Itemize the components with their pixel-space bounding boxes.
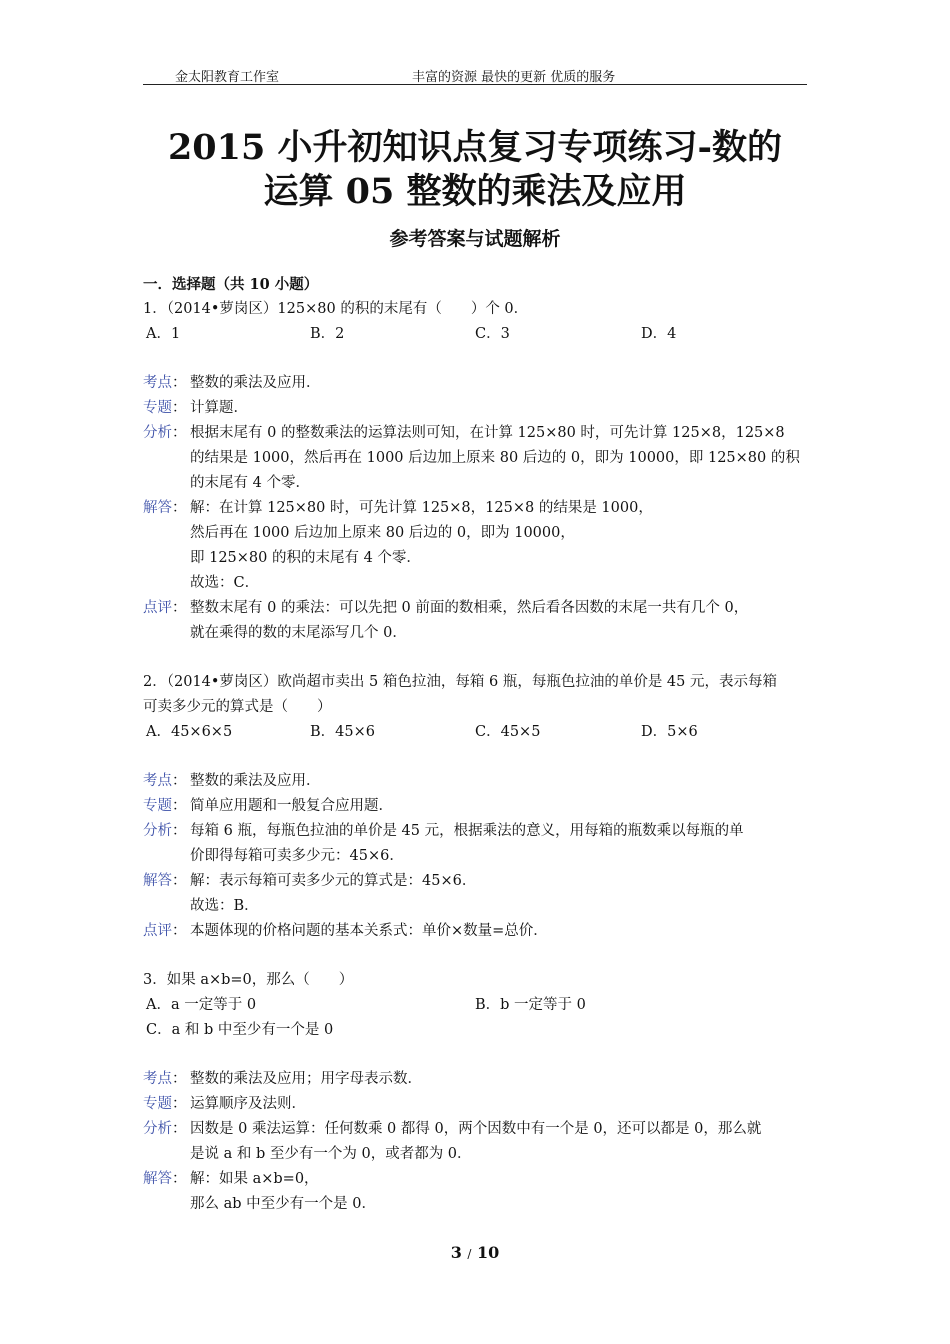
- analysis-line: 解：在计算 125×80 时，可先计算 125×8，125×8 的结果是 1000，: [190, 500, 653, 516]
- question-3: [143, 968, 809, 1217]
- analysis-label: 解答: [143, 500, 172, 516]
- analysis-line: 故选：C．: [190, 575, 260, 591]
- option-d: D．5×6: [641, 724, 698, 740]
- analysis-line: 即 125×80 的积的末尾有 4 个零．: [190, 550, 421, 566]
- header-right: 丰富的资源 最快的更新 优质的服务: [412, 70, 616, 85]
- analysis-label: 专题: [143, 400, 172, 416]
- analysis-dianping: 点评： 整数末尾有 0 的乘法：可以先把 0 前面的数相乘，然后看各因数的末尾一共有几个 0， 就在乘得的数的末尾添写几个 0．: [143, 596, 809, 646]
- analysis-label: 分析: [143, 1121, 172, 1137]
- analysis-line: 整数末尾有 0 的乘法：可以先把 0 前面的数相乘，然后看各因数的末尾一共有几个 0，: [190, 600, 749, 616]
- document-title: [143, 126, 807, 214]
- analysis-zhuanti: 专题： 计算题．: [143, 396, 809, 421]
- analysis-line: 整数的乘法及应用．: [190, 773, 321, 789]
- analysis-line: 根据末尾有 0 的整数乘法的运算法则可知，在计算 125×80 时，可先计算 125×8，125×8: [190, 425, 785, 441]
- title-line-1: 2015 小升初知识点复习专项练习-数的: [167, 127, 783, 168]
- option-a: A．a 一定等于 0: [146, 997, 257, 1013]
- option-d: D．4: [641, 326, 677, 342]
- page-separator: /: [467, 1247, 472, 1261]
- analysis-jieda: 解答： 解：表示每箱可卖多少元的算式是：45×6． 故选：B．: [143, 869, 809, 919]
- analysis-line: 解：如果 a×b=0，: [190, 1171, 319, 1187]
- question-options: [143, 322, 809, 347]
- analysis-line: 简单应用题和一般复合应用题．: [190, 798, 393, 814]
- option-c: C．45×5: [475, 724, 541, 740]
- question-1: [143, 297, 809, 646]
- question-stem: 可卖多少元的算式是（ ）: [143, 699, 332, 715]
- question-options: [143, 720, 809, 745]
- analysis-label: 专题: [143, 798, 172, 814]
- option-a: A．1: [146, 326, 181, 342]
- analysis-line: 计算题．: [190, 400, 248, 416]
- analysis-line: 因数是 0 乘法运算：任何数乘 0 都得 0，两个因数中有一个是 0，还可以都是 0，那么就: [190, 1121, 762, 1137]
- page-header: [143, 64, 807, 85]
- question-2: [143, 670, 809, 944]
- title-line-2: 运算 05 整数的乘法及应用: [263, 171, 687, 212]
- analysis-line: 价即得每箱可卖多少元：45×6．: [190, 848, 404, 864]
- analysis-line: 是说 a 和 b 至少有一个为 0，或者都为 0．: [190, 1146, 472, 1162]
- analysis-fenxi: 分析： 因数是 0 乘法运算：任何数乘 0 都得 0，两个因数中有一个是 0，还可以都是 0，那么就 是说 a 和 b 至少有一个为 0，或者都为 0．: [143, 1117, 809, 1167]
- analysis-kaodian: 考点： 整数的乘法及应用．: [143, 769, 809, 794]
- option-b: B．45×6: [310, 724, 375, 740]
- analysis-dianping: 点评： 本题体现的价格问题的基本关系式：单价×数量=总价．: [143, 919, 809, 944]
- analysis-line: 故选：B．: [190, 898, 259, 914]
- section-heading: 一．选择题（共 10 小题）: [143, 276, 319, 293]
- analysis-jieda: 解答： 解：如果 a×b=0， 那么 ab 中至少有一个是 0．: [143, 1167, 809, 1217]
- analysis-label: 分析: [143, 425, 172, 441]
- analysis-jieda: 解答： 解：在计算 125×80 时，可先计算 125×8，125×8 的结果是 1000， 然后再在 1000 后边加上原来 80 后边的 0，即为 10000， 即 125×80 的积的末尾有 4 个零． 故选：C．: [143, 496, 809, 596]
- option-c: C．3: [475, 326, 510, 342]
- analysis-line: 就在乘得的数的末尾添写几个 0．: [190, 625, 407, 641]
- option-b: B．2: [310, 326, 345, 342]
- analysis-label: 解答: [143, 873, 172, 889]
- header-left: 金太阳教育工作室: [175, 70, 280, 85]
- option-a: A．45×6×5: [146, 724, 233, 740]
- question-options: [143, 993, 809, 1018]
- question-content: [143, 272, 809, 1217]
- analysis-line: 本题体现的价格问题的基本关系式：单价×数量=总价．: [190, 923, 548, 939]
- analysis-line: 解：表示每箱可卖多少元的算式是：45×6．: [190, 873, 477, 889]
- analysis-label: 分析: [143, 823, 172, 839]
- analysis-fenxi: 分析： 每箱 6 瓶，每瓶色拉油的单价是 45 元，根据乘法的意义，用每箱的瓶数乘以每瓶的单 价即得每箱可卖多少元：45×6．: [143, 819, 809, 869]
- document-subtitle: 参考答案与试题解析: [389, 228, 561, 250]
- analysis-line: 运算顺序及法则．: [190, 1096, 306, 1112]
- analysis-label: 考点: [143, 375, 172, 391]
- question-options: [143, 1018, 809, 1043]
- analysis-label: 点评: [143, 923, 172, 939]
- analysis-fenxi: 分析： 根据末尾有 0 的整数乘法的运算法则可知，在计算 125×80 时，可先计算 125×8，125×8 的结果是 1000，然后再在 1000 后边加上原来 80 后边的 0，即为 10000，即 125×80 的积 的末尾有 4 个零．: [143, 421, 809, 496]
- analysis-label: 解答: [143, 1171, 172, 1187]
- analysis-line: 整数的乘法及应用．: [190, 375, 321, 391]
- analysis-label: 考点: [143, 1071, 172, 1087]
- analysis-line: 每箱 6 瓶，每瓶色拉油的单价是 45 元，根据乘法的意义，用每箱的瓶数乘以每瓶的单: [190, 823, 744, 839]
- question-stem: 2．（2014•萝岗区）欧尚超市卖出 5 箱色拉油，每箱 6 瓶，每瓶色拉油的单价是 45 元，表示每箱: [143, 674, 777, 690]
- analysis-label: 点评: [143, 600, 172, 616]
- option-b: B．b 一定等于 0: [475, 997, 586, 1013]
- option-c: C．a 和 b 中至少有一个是 0: [146, 1022, 334, 1038]
- analysis-kaodian: 考点： 整数的乘法及应用；用字母表示数．: [143, 1067, 809, 1092]
- analysis-zhuanti: 专题： 简单应用题和一般复合应用题．: [143, 794, 809, 819]
- total-pages: 10: [477, 1243, 500, 1262]
- current-page: 3: [450, 1243, 462, 1262]
- analysis-zhuanti: 专题： 运算顺序及法则．: [143, 1092, 809, 1117]
- analysis-line: 整数的乘法及应用；用字母表示数．: [190, 1071, 422, 1087]
- analysis-label: 考点: [143, 773, 172, 789]
- analysis-line: 然后再在 1000 后边加上原来 80 后边的 0，即为 10000，: [190, 525, 575, 541]
- question-stem: 3．如果 a×b=0，那么（ ）: [143, 972, 354, 988]
- analysis-line: 的结果是 1000，然后再在 1000 后边加上原来 80 后边的 0，即为 10000，即 125×80 的积: [190, 450, 800, 466]
- analysis-line: 的末尾有 4 个零．: [190, 475, 310, 491]
- question-stem: 1．（2014•萝岗区）125×80 的积的末尾有（ ）个 0．: [143, 301, 529, 317]
- analysis-label: 专题: [143, 1096, 172, 1112]
- page-number: [0, 1243, 950, 1262]
- analysis-line: 那么 ab 中至少有一个是 0．: [190, 1196, 376, 1212]
- analysis-kaodian: 考点： 整数的乘法及应用．: [143, 371, 809, 396]
